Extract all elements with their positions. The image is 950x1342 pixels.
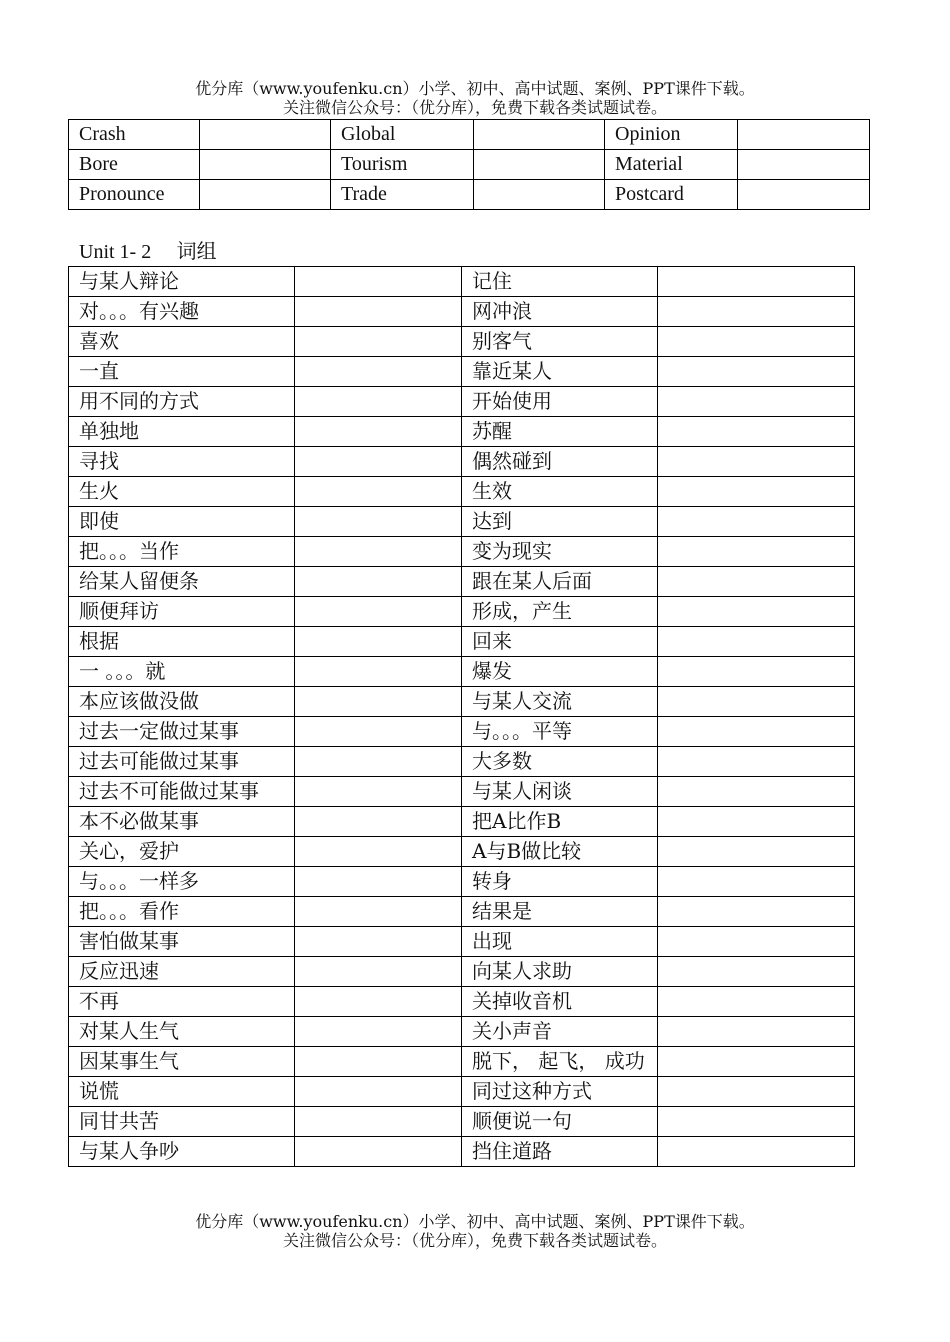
phrase-cell: 生火 — [69, 477, 295, 507]
phrase-cell: 与某人闲谈 — [462, 777, 658, 807]
table-row — [69, 927, 855, 957]
header-line-1: 优分库（www.youfenku.cn）小学、初中、高中试题、案例、PPT课件下载。 — [195, 79, 755, 98]
phrase-cell: 一 。。。就 — [69, 657, 295, 687]
phrase-answer-cell[interactable] — [295, 1047, 462, 1077]
unit-title: Unit 1- 2 — [79, 241, 152, 263]
phrase-answer-cell[interactable] — [295, 1077, 462, 1107]
phrase-answer-cell[interactable] — [658, 777, 855, 807]
table-row — [69, 567, 855, 597]
phrase-answer-cell[interactable] — [658, 1137, 855, 1167]
phrase-cell: 网冲浪 — [462, 297, 658, 327]
table-row — [69, 897, 855, 927]
phrase-cell: 脱下， 起飞， 成功 — [462, 1047, 658, 1077]
vocab-answer-cell[interactable] — [200, 150, 331, 180]
phrase-cell: 把。。。看作 — [69, 897, 295, 927]
phrase-cell: 寻找 — [69, 447, 295, 477]
table-row — [69, 657, 855, 687]
phrase-answer-cell[interactable] — [295, 597, 462, 627]
phrase-answer-cell[interactable] — [295, 867, 462, 897]
phrase-answer-cell[interactable] — [658, 597, 855, 627]
unit-heading — [79, 238, 217, 265]
table-row — [69, 1017, 855, 1047]
unit-subtitle: 词组 — [176, 239, 217, 263]
table-row — [69, 717, 855, 747]
phrase-answer-cell[interactable] — [658, 387, 855, 417]
phrase-answer-cell[interactable] — [658, 1107, 855, 1137]
phrase-cell: 关掉收音机 — [462, 987, 658, 1017]
vocab-answer-cell[interactable] — [738, 150, 870, 180]
vocab-answer-cell[interactable] — [738, 120, 870, 150]
phrase-cell: 本应该做没做 — [69, 687, 295, 717]
phrase-answer-cell[interactable] — [295, 657, 462, 687]
table-row — [69, 297, 855, 327]
phrase-cell: 对某人生气 — [69, 1017, 295, 1047]
table-row — [69, 447, 855, 477]
phrase-cell: 与某人交流 — [462, 687, 658, 717]
phrase-cell: 跟在某人后面 — [462, 567, 658, 597]
phrase-cell: A与B做比较 — [462, 837, 658, 867]
phrase-answer-cell[interactable] — [295, 1107, 462, 1137]
phrase-cell: 即使 — [69, 507, 295, 537]
phrase-cell: 记住 — [462, 267, 658, 297]
phrase-cell: 过去不可能做过某事 — [69, 777, 295, 807]
phrase-answer-cell[interactable] — [295, 837, 462, 867]
phrase-cell: 变为现实 — [462, 537, 658, 567]
table-row — [69, 747, 855, 777]
vocab-word-cell: Material — [605, 150, 738, 180]
phrase-cell: 别客气 — [462, 327, 658, 357]
phrase-cell: 本不必做某事 — [69, 807, 295, 837]
phrase-answer-cell[interactable] — [295, 507, 462, 537]
phrase-cell: 给某人留便条 — [69, 567, 295, 597]
phrase-cell: 反应迅速 — [69, 957, 295, 987]
table-row — [69, 1077, 855, 1107]
vocabulary-table — [68, 119, 870, 210]
phrase-answer-cell[interactable] — [658, 987, 855, 1017]
vocab-word-cell: Bore — [69, 150, 200, 180]
phrase-answer-cell[interactable] — [658, 357, 855, 387]
phrase-cell: 出现 — [462, 927, 658, 957]
phrase-answer-cell[interactable] — [295, 327, 462, 357]
phrase-cell: 形成，产生 — [462, 597, 658, 627]
phrase-answer-cell[interactable] — [295, 1137, 462, 1167]
table-row — [69, 327, 855, 357]
phrase-cell: 同过这种方式 — [462, 1077, 658, 1107]
table-row — [69, 867, 855, 897]
table-row — [69, 477, 855, 507]
phrase-answer-cell[interactable] — [658, 507, 855, 537]
phrase-answer-cell[interactable] — [658, 297, 855, 327]
phrase-answer-cell[interactable] — [295, 927, 462, 957]
phrase-answer-cell[interactable] — [295, 537, 462, 567]
vocab-word-cell: Pronounce — [69, 180, 200, 210]
phrase-cell: 关小声音 — [462, 1017, 658, 1047]
table-row — [69, 417, 855, 447]
phrase-cell: 过去可能做过某事 — [69, 747, 295, 777]
footer-line-2: 关注微信公众号：（优分库），免费下载各类试题试卷。 — [282, 1231, 667, 1250]
phrase-answer-cell[interactable] — [658, 807, 855, 837]
vocab-answer-cell[interactable] — [200, 180, 331, 210]
phrase-answer-cell[interactable] — [658, 897, 855, 927]
page-header — [0, 79, 950, 117]
phrase-cell: 同甘共苦 — [69, 1107, 295, 1137]
phrase-cell: 爆发 — [462, 657, 658, 687]
phrase-answer-cell[interactable] — [658, 417, 855, 447]
vocab-answer-cell[interactable] — [474, 120, 605, 150]
phrase-answer-cell[interactable] — [295, 387, 462, 417]
phrase-answer-cell[interactable] — [295, 897, 462, 927]
table-row — [69, 1047, 855, 1077]
phrase-answer-cell[interactable] — [295, 717, 462, 747]
table-row — [69, 180, 870, 210]
phrase-answer-cell[interactable] — [295, 447, 462, 477]
phrase-answer-cell[interactable] — [295, 687, 462, 717]
phrase-answer-cell[interactable] — [295, 987, 462, 1017]
footer-line-1: 优分库（www.youfenku.cn）小学、初中、高中试题、案例、PPT课件下载。 — [195, 1212, 755, 1231]
phrase-cell: 把A比作B — [462, 807, 658, 837]
table-row — [69, 267, 855, 297]
phrase-cell: 生效 — [462, 477, 658, 507]
table-row — [69, 150, 870, 180]
phrase-cell: 与。。。一样多 — [69, 867, 295, 897]
page-footer — [0, 1212, 950, 1250]
phrase-cell: 根据 — [69, 627, 295, 657]
phrase-answer-cell[interactable] — [658, 267, 855, 297]
table-row — [69, 1137, 855, 1167]
phrase-cell: 把。。。当作 — [69, 537, 295, 567]
phrase-cell: 偶然碰到 — [462, 447, 658, 477]
vocab-answer-cell[interactable] — [738, 180, 870, 210]
phrase-answer-cell[interactable] — [658, 927, 855, 957]
phrase-answer-cell[interactable] — [658, 627, 855, 657]
phrase-answer-cell[interactable] — [658, 537, 855, 567]
vocab-answer-cell[interactable] — [474, 180, 605, 210]
phrase-cell: 与某人争吵 — [69, 1137, 295, 1167]
table-row — [69, 777, 855, 807]
phrase-answer-cell[interactable] — [658, 327, 855, 357]
phrase-cell: 害怕做某事 — [69, 927, 295, 957]
phrase-answer-cell[interactable] — [658, 957, 855, 987]
phrase-answer-cell[interactable] — [658, 1077, 855, 1107]
phrase-answer-cell[interactable] — [295, 357, 462, 387]
vocab-word-cell: Trade — [331, 180, 474, 210]
phrase-answer-cell[interactable] — [295, 807, 462, 837]
phrase-answer-cell[interactable] — [658, 717, 855, 747]
phrase-answer-cell[interactable] — [658, 567, 855, 597]
vocab-word-cell: Postcard — [605, 180, 738, 210]
phrase-cell: 达到 — [462, 507, 658, 537]
phrase-cell: 因某事生气 — [69, 1047, 295, 1077]
table-row — [69, 627, 855, 657]
phrase-answer-cell[interactable] — [658, 1017, 855, 1047]
table-row — [69, 1107, 855, 1137]
phrase-answer-cell[interactable] — [295, 957, 462, 987]
table-row — [69, 120, 870, 150]
phrase-cell: 靠近某人 — [462, 357, 658, 387]
table-row — [69, 597, 855, 627]
phrase-answer-cell[interactable] — [658, 747, 855, 777]
phrase-answer-cell[interactable] — [295, 777, 462, 807]
phrase-cell: 单独地 — [69, 417, 295, 447]
vocab-answer-cell[interactable] — [474, 150, 605, 180]
phrase-cell: 大多数 — [462, 747, 658, 777]
phrase-cell: 顺便拜访 — [69, 597, 295, 627]
phrase-cell: 喜欢 — [69, 327, 295, 357]
phrase-answer-cell[interactable] — [295, 417, 462, 447]
phrase-answer-cell[interactable] — [295, 747, 462, 777]
phrase-cell: 不再 — [69, 987, 295, 1017]
phrase-table — [68, 266, 855, 1167]
phrase-cell: 顺便说一句 — [462, 1107, 658, 1137]
phrase-cell: 回来 — [462, 627, 658, 657]
phrase-answer-cell[interactable] — [295, 1017, 462, 1047]
table-row — [69, 507, 855, 537]
phrase-cell: 苏醒 — [462, 417, 658, 447]
table-row — [69, 537, 855, 567]
phrase-cell: 结果是 — [462, 897, 658, 927]
table-row — [69, 357, 855, 387]
table-row — [69, 687, 855, 717]
phrase-answer-cell[interactable] — [658, 1047, 855, 1077]
phrase-answer-cell[interactable] — [658, 657, 855, 687]
vocab-word-cell: Tourism — [331, 150, 474, 180]
phrase-answer-cell[interactable] — [295, 297, 462, 327]
phrase-answer-cell[interactable] — [658, 867, 855, 897]
phrase-cell: 用不同的方式 — [69, 387, 295, 417]
table-row — [69, 957, 855, 987]
vocab-word-cell: Global — [331, 120, 474, 150]
phrase-cell: 一直 — [69, 357, 295, 387]
phrase-answer-cell[interactable] — [295, 477, 462, 507]
phrase-answer-cell[interactable] — [658, 447, 855, 477]
vocab-word-cell: Crash — [69, 120, 200, 150]
phrase-answer-cell[interactable] — [295, 627, 462, 657]
vocab-word-cell: Opinion — [605, 120, 738, 150]
phrase-cell: 与。。。平等 — [462, 717, 658, 747]
vocab-answer-cell[interactable] — [200, 120, 331, 150]
phrase-answer-cell[interactable] — [295, 567, 462, 597]
phrase-answer-cell[interactable] — [658, 837, 855, 867]
phrase-cell: 挡住道路 — [462, 1137, 658, 1167]
table-row — [69, 387, 855, 417]
phrase-cell: 对。。。有兴趣 — [69, 297, 295, 327]
phrase-cell: 向某人求助 — [462, 957, 658, 987]
table-row — [69, 807, 855, 837]
phrase-cell: 过去一定做过某事 — [69, 717, 295, 747]
phrase-cell: 与某人辩论 — [69, 267, 295, 297]
table-row — [69, 837, 855, 867]
phrase-cell: 说慌 — [69, 1077, 295, 1107]
phrase-cell: 关心，爱护 — [69, 837, 295, 867]
phrase-answer-cell[interactable] — [658, 477, 855, 507]
phrase-cell: 转身 — [462, 867, 658, 897]
table-row — [69, 987, 855, 1017]
phrase-answer-cell[interactable] — [658, 687, 855, 717]
header-line-2: 关注微信公众号：（优分库），免费下载各类试题试卷。 — [282, 98, 667, 117]
phrase-cell: 开始使用 — [462, 387, 658, 417]
phrase-answer-cell[interactable] — [295, 267, 462, 297]
